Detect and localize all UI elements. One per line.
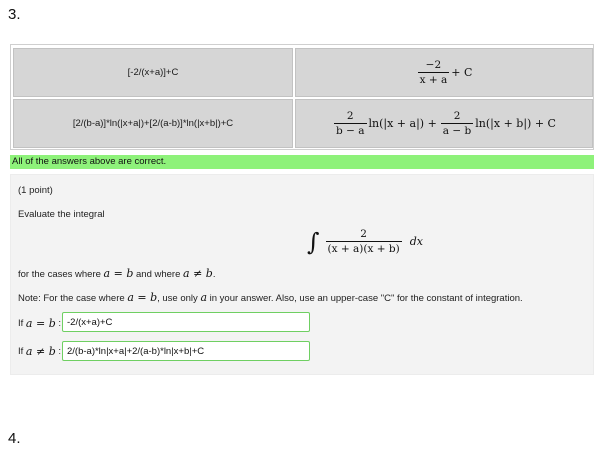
integral-expression (307, 228, 423, 255)
next-problem-number: 4. (8, 430, 21, 447)
answer-preview-cell (295, 48, 593, 97)
preview-fraction: $\frac{2}{a - b}$ (442, 110, 472, 137)
answer-preview-math: $\frac{2}{b - a}$ ln(|x + a|) + $\frac{2}{a - b}$ ln(|x + b|) + C (336, 110, 556, 137)
problem-number: 3. (8, 6, 21, 23)
preview-fraction: $\frac{2}{b - a}$ (336, 110, 365, 137)
entered-answer-cell (13, 48, 293, 97)
differential: dx (409, 235, 423, 248)
question-prompt: Evaluate the integral (18, 209, 105, 220)
correct-message: All of the answers above are correct. (10, 155, 594, 169)
integrand-fraction: $\frac{2}{(x + a)(x + b)}$ (327, 228, 400, 255)
answer-results-table (10, 44, 594, 150)
answer-preview-math: $\frac{-2}{x + a}$ + C (419, 59, 473, 86)
question-panel (10, 174, 594, 375)
case-not-equal-label: If a ≠ b : (18, 345, 62, 358)
entered-answer-text: [2/(b-a)]*ln(|x+a|)+[2/(a-b)]*ln(|x+b|)+C (72, 118, 234, 129)
points-label: (1 point) (18, 185, 53, 196)
cases-text: for the cases where a = b and where a ≠ b. (18, 267, 216, 280)
answer-input-equal-case[interactable] (62, 312, 310, 332)
answer-preview-cell (295, 99, 593, 148)
entered-answer-cell (13, 99, 293, 148)
answer-input-not-equal-case[interactable] (62, 341, 310, 361)
note-text: Note: For the case where a = b, use only a in your answer. Also, use an upper-case "C" for the constant of integration. (18, 291, 523, 304)
integral-sign: ∫ (307, 227, 320, 256)
case-equal-label: If a = b : (18, 317, 62, 330)
preview-fraction: $\frac{-2}{x + a}$ (419, 59, 448, 86)
entered-answer-text: [-2/(x+a)]+C (127, 67, 179, 78)
